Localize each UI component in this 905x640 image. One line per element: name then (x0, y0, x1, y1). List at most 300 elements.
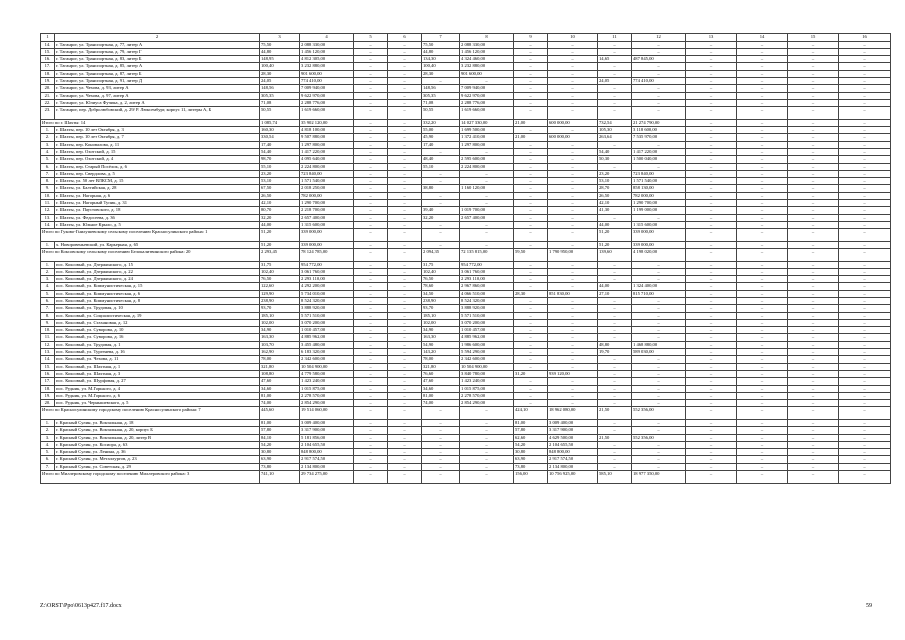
value-cell: – (388, 434, 422, 441)
value-cell: 54,90 (422, 341, 460, 348)
row-index: 2. (41, 427, 55, 434)
address-cell: г. Таганрог, пер. Добролюбовский, д. 29/ Р. Люксембург, корпус 11, литеры А, Б (55, 107, 260, 120)
value-cell: – (354, 312, 388, 319)
row-index: 21. (41, 92, 55, 99)
value-cell: – (460, 241, 514, 248)
table-row (41, 207, 891, 214)
value-cell: – (788, 419, 839, 426)
value-cell: – (354, 392, 388, 399)
value-cell: 4 095 640,00 (300, 156, 354, 163)
value-cell: – (354, 276, 388, 283)
value-cell: – (686, 305, 737, 312)
value-cell: – (737, 312, 788, 319)
value-cell: 3 455 480,00 (300, 341, 354, 348)
value-cell: – (839, 134, 891, 141)
value-cell: – (354, 400, 388, 407)
value-cell: 954 772,00 (300, 261, 354, 268)
value-cell: 21,00 (514, 134, 548, 141)
value-cell: – (354, 127, 388, 134)
value-cell: 162,90 (260, 349, 300, 356)
value-cell: – (548, 349, 598, 356)
value-cell: – (788, 327, 839, 334)
value-cell: – (788, 241, 839, 248)
column-number-header: 1 (41, 34, 55, 42)
value-cell: – (788, 48, 839, 55)
value-cell: 51,20 (598, 241, 632, 248)
value-cell: – (686, 434, 737, 441)
value-cell: – (388, 241, 422, 248)
value-cell: – (460, 148, 514, 155)
value-cell: – (598, 378, 632, 385)
table-row (41, 70, 891, 77)
value-cell: – (354, 456, 388, 463)
value-cell: 5 181 856,00 (300, 434, 354, 441)
value-cell: – (788, 200, 839, 207)
value-cell: 741,10 (260, 471, 300, 484)
value-cell: – (514, 178, 548, 185)
value-cell: 134,30 (422, 56, 460, 63)
value-cell: – (388, 178, 422, 185)
value-cell: – (388, 327, 422, 334)
value-cell: 19 514 060,00 (300, 407, 354, 420)
row-index: 17. (41, 63, 55, 70)
value-cell: – (737, 249, 788, 262)
value-cell: – (788, 249, 839, 262)
table-row (41, 427, 891, 434)
value-cell: – (737, 156, 788, 163)
value-cell: 71,08 (422, 99, 460, 106)
value-cell: – (388, 229, 422, 242)
value-cell: 21,50 (598, 434, 632, 441)
address-cell: г. Шахты, ул. Южное Крыло, д. 5 (55, 221, 260, 228)
value-cell: – (514, 261, 548, 268)
table-row (41, 419, 891, 426)
value-cell: – (788, 119, 839, 126)
value-cell: – (548, 283, 598, 290)
address-cell: пос. Коксовый, ул. Шахтная, д. 3 (55, 370, 260, 377)
value-cell: – (514, 41, 548, 48)
value-cell: – (686, 127, 737, 134)
value-cell: 1 290 700,00 (300, 200, 354, 207)
value-cell: – (388, 261, 422, 268)
row-index: 1. (41, 419, 55, 426)
value-cell: – (598, 48, 632, 55)
value-cell: – (548, 70, 598, 77)
address-cell: пос. Коксовый, ул. Дзержинского, д. 15 (55, 261, 260, 268)
address-cell: х. Новоровеньевский, ул. Карьерная, д. 65 (55, 241, 260, 248)
value-cell: – (548, 312, 598, 319)
value-cell: – (548, 41, 598, 48)
value-cell: 63,90 (514, 456, 548, 463)
row-index: 10. (41, 327, 55, 334)
value-cell: 3 070 200,00 (460, 319, 514, 326)
value-cell: – (422, 407, 460, 420)
value-cell: 143,20 (422, 349, 460, 356)
value-cell: – (737, 378, 788, 385)
value-cell: – (514, 78, 548, 85)
row-index: 1. (41, 241, 55, 248)
value-cell: – (737, 400, 788, 407)
value-cell: – (788, 400, 839, 407)
value-cell: 4 198 020,00 (632, 249, 686, 262)
value-cell: – (514, 127, 548, 134)
address-cell: пос. Рудник, ул. М.Горького, д. 6 (55, 392, 260, 399)
table-row (41, 312, 891, 319)
value-cell: – (388, 349, 422, 356)
value-cell: 160,30 (260, 127, 300, 134)
value-cell: 45,90 (422, 134, 460, 141)
value-cell: – (737, 85, 788, 92)
value-cell: – (788, 261, 839, 268)
value-cell: – (839, 156, 891, 163)
value-cell: – (548, 378, 598, 385)
table-row (41, 127, 891, 134)
value-cell: – (388, 148, 422, 155)
column-number-header: 3 (260, 34, 300, 42)
value-cell: 1 160 120,00 (460, 185, 514, 192)
value-cell: 28,30 (514, 290, 548, 297)
value-cell: 163,30 (422, 334, 460, 341)
subtotal-row (41, 229, 891, 242)
value-cell: – (686, 268, 737, 275)
value-cell: 19,70 (598, 349, 632, 356)
value-cell: – (422, 449, 460, 456)
value-cell: 2 104 655,50 (300, 441, 354, 448)
value-cell: – (514, 341, 548, 348)
value-cell: 2 134 800,00 (300, 463, 354, 470)
value-cell: – (598, 99, 632, 106)
value-cell: – (788, 276, 839, 283)
value-cell: – (354, 78, 388, 85)
value-cell: – (737, 170, 788, 177)
value-cell: – (686, 178, 737, 185)
value-cell: – (788, 370, 839, 377)
value-cell: – (354, 70, 388, 77)
value-cell: 2 104 655,50 (548, 441, 598, 448)
value-cell: – (686, 378, 737, 385)
column-number-header: 9 (514, 34, 548, 42)
value-cell: – (460, 419, 514, 426)
value-cell: 2 342 600,00 (300, 356, 354, 363)
value-cell: – (839, 298, 891, 305)
value-cell: – (548, 178, 598, 185)
value-cell: – (354, 463, 388, 470)
value-cell: – (388, 392, 422, 399)
document-sheet (40, 33, 890, 484)
value-cell: – (388, 127, 422, 134)
value-cell: 1 619 660,00 (300, 107, 354, 120)
value-cell: 50,55 (422, 107, 460, 120)
value-cell: – (514, 70, 548, 77)
table-row (41, 214, 891, 221)
value-cell: – (788, 78, 839, 85)
value-cell: – (514, 156, 548, 163)
row-index: 4. (41, 441, 55, 448)
value-cell: – (514, 170, 548, 177)
value-cell: – (839, 207, 891, 214)
value-cell: – (737, 119, 788, 126)
value-cell: – (788, 456, 839, 463)
table-row (41, 349, 891, 356)
value-cell: – (839, 178, 891, 185)
value-cell: – (686, 419, 737, 426)
value-cell: 815 710,00 (632, 290, 686, 297)
value-cell: – (460, 78, 514, 85)
value-cell: – (632, 456, 686, 463)
value-cell: – (388, 63, 422, 70)
value-cell: – (788, 92, 839, 99)
table-row (41, 78, 891, 85)
value-cell: – (737, 207, 788, 214)
value-cell: – (686, 241, 737, 248)
row-index: 3. (41, 276, 55, 283)
value-cell: 75,50 (422, 41, 460, 48)
value-cell: – (737, 134, 788, 141)
value-cell: 55,00 (422, 127, 460, 134)
value-cell: 42,10 (598, 200, 632, 207)
value-cell: – (388, 268, 422, 275)
value-cell: – (354, 378, 388, 385)
value-cell: – (686, 392, 737, 399)
value-cell: – (460, 407, 514, 420)
value-cell: – (686, 56, 737, 63)
value-cell: 901 600,00 (460, 70, 514, 77)
value-cell: – (514, 334, 548, 341)
value-cell: 17,40 (422, 141, 460, 148)
table-row (41, 141, 891, 148)
value-cell: – (788, 170, 839, 177)
value-cell: 34,60 (260, 385, 300, 392)
value-cell: – (548, 276, 598, 283)
value-cell: – (737, 341, 788, 348)
value-cell: – (598, 141, 632, 148)
value-cell: – (354, 99, 388, 106)
subtotal-row (41, 249, 891, 262)
value-cell: 3 888 920,00 (460, 305, 514, 312)
value-cell: – (839, 456, 891, 463)
value-cell: – (737, 127, 788, 134)
value-cell: – (354, 185, 388, 192)
value-cell: 78,00 (422, 356, 460, 363)
row-index: 16. (41, 56, 55, 63)
value-cell: – (632, 92, 686, 99)
value-cell: – (686, 319, 737, 326)
value-cell: 4 885 962,00 (300, 334, 354, 341)
value-cell: – (737, 471, 788, 484)
table-row (41, 298, 891, 305)
address-cell: пос. Коксовый, ул. Трудовая, д. 1 (55, 341, 260, 348)
value-cell: 858 130,00 (632, 185, 686, 192)
address-cell: г. Красный Сулин, ул. Вокзальная, д. 20, литер В (55, 434, 260, 441)
table-row (41, 456, 891, 463)
value-cell: – (354, 449, 388, 456)
value-cell: – (737, 298, 788, 305)
address-cell: пос. Коксовый, ул. Дзержинского, д. 24 (55, 276, 260, 283)
value-cell: 848 800,00 (300, 449, 354, 456)
value-cell: – (548, 327, 598, 334)
value-cell: – (686, 148, 737, 155)
value-cell: – (632, 392, 686, 399)
value-cell: – (422, 170, 460, 177)
value-cell: – (598, 312, 632, 319)
value-cell: – (460, 449, 514, 456)
value-cell: – (354, 298, 388, 305)
table-row (41, 378, 891, 385)
value-cell: – (839, 141, 891, 148)
value-cell: 4 779 580,00 (300, 370, 354, 377)
value-cell: – (839, 170, 891, 177)
table-row (41, 327, 891, 334)
value-cell: 3 061 760,00 (300, 268, 354, 275)
value-cell: 2 657 400,00 (300, 214, 354, 221)
value-cell: – (422, 471, 460, 484)
value-cell: 54,40 (260, 148, 300, 155)
address-cell: пос. Коксовый, ул. Суворова, д. 10 (55, 327, 260, 334)
value-cell: – (354, 356, 388, 363)
value-cell: – (686, 192, 737, 199)
value-cell: – (839, 214, 891, 221)
table-row (41, 441, 891, 448)
value-cell: – (839, 471, 891, 484)
value-cell: – (422, 419, 460, 426)
value-cell: 8 524 320,00 (300, 298, 354, 305)
address-cell: г. Шахты, пер. Коновалова, д. 11 (55, 141, 260, 148)
value-cell: 102,40 (260, 268, 300, 275)
table-row (41, 99, 891, 106)
value-cell: – (422, 148, 460, 155)
value-cell: 139,60 (598, 249, 632, 262)
value-cell: – (737, 41, 788, 48)
value-cell: – (514, 312, 548, 319)
value-cell: – (788, 229, 839, 242)
row-index: 4. (41, 148, 55, 155)
value-cell: – (388, 334, 422, 341)
value-cell: 81,00 (260, 419, 300, 426)
value-cell: – (548, 85, 598, 92)
value-cell: 53,10 (598, 178, 632, 185)
value-cell: – (460, 434, 514, 441)
value-cell: – (686, 261, 737, 268)
value-cell: – (632, 141, 686, 148)
value-cell: – (598, 370, 632, 377)
value-cell: 103,70 (260, 341, 300, 348)
value-cell: – (737, 221, 788, 228)
value-cell: – (737, 229, 788, 242)
value-cell: – (737, 407, 788, 420)
value-cell: 42,10 (260, 200, 300, 207)
value-cell: – (388, 441, 422, 448)
value-cell: – (686, 327, 737, 334)
value-cell: 1 010 457,00 (300, 327, 354, 334)
value-cell: 2 278 570,00 (460, 392, 514, 399)
address-cell: пос. Коксовый, ул. Стахановая, д. 12 (55, 319, 260, 326)
value-cell: – (737, 305, 788, 312)
value-cell: – (354, 290, 388, 297)
value-cell: – (839, 99, 891, 106)
value-cell: – (514, 392, 548, 399)
value-cell: – (548, 298, 598, 305)
value-cell: 47,60 (260, 378, 300, 385)
table-row (41, 185, 891, 192)
value-cell: – (839, 319, 891, 326)
value-cell: – (548, 141, 598, 148)
value-cell: – (354, 241, 388, 248)
table-row (41, 178, 891, 185)
value-cell: 44,80 (422, 48, 460, 55)
value-cell: – (422, 221, 460, 228)
value-cell: – (632, 298, 686, 305)
value-cell: 78,00 (260, 356, 300, 363)
address-cell: г. Таганрог, ул. Транспортная, д. 79, литер Г (55, 48, 260, 55)
value-cell: – (839, 192, 891, 199)
value-cell: 18 977 350,00 (632, 471, 686, 484)
value-cell: – (388, 78, 422, 85)
table-row (41, 56, 891, 63)
value-cell: – (686, 449, 737, 456)
value-cell: 2 917 574,50 (548, 456, 598, 463)
value-cell: 2 657 400,00 (460, 214, 514, 221)
value-cell: – (388, 456, 422, 463)
value-cell: – (354, 327, 388, 334)
subtotal-row (41, 471, 891, 484)
value-cell: – (548, 214, 598, 221)
row-index: 6. (41, 456, 55, 463)
table-row (41, 134, 891, 141)
row-index: 16. (41, 370, 55, 377)
value-cell: – (839, 70, 891, 77)
value-cell: – (788, 290, 839, 297)
value-cell: – (737, 392, 788, 399)
value-cell: – (388, 92, 422, 99)
value-cell: – (737, 349, 788, 356)
value-cell: – (460, 221, 514, 228)
row-index: 8. (41, 178, 55, 185)
row-index: 3. (41, 141, 55, 148)
value-cell: – (388, 156, 422, 163)
column-number-header: 16 (839, 34, 891, 42)
value-cell: 41,30 (598, 207, 632, 214)
value-cell: – (839, 63, 891, 70)
value-cell: 50,55 (260, 107, 300, 120)
value-cell: 63,90 (260, 456, 300, 463)
value-cell: – (598, 400, 632, 407)
value-cell: – (686, 298, 737, 305)
value-cell: 954 772,00 (460, 261, 514, 268)
value-cell: – (788, 298, 839, 305)
value-cell: 53,10 (260, 178, 300, 185)
table-row (41, 370, 891, 377)
value-cell: – (514, 200, 548, 207)
value-cell: – (686, 276, 737, 283)
address-cell: пос. Рудник, ул. Чернышевского, д. 5 (55, 400, 260, 407)
value-cell: – (839, 441, 891, 448)
value-cell: – (839, 290, 891, 297)
value-cell: – (788, 356, 839, 363)
address-cell: г. Таганрог, ул. Транспортная, д. 87, литер Б (55, 70, 260, 77)
table-row (41, 319, 891, 326)
value-cell: – (737, 261, 788, 268)
value-cell: – (632, 319, 686, 326)
value-cell: 51,20 (260, 241, 300, 248)
row-index: 20. (41, 400, 55, 407)
value-cell: – (354, 178, 388, 185)
value-cell: – (737, 214, 788, 221)
value-cell: – (548, 207, 598, 214)
value-cell: 782 000,00 (300, 192, 354, 199)
value-cell: – (788, 134, 839, 141)
value-cell: 31,75 (422, 261, 460, 268)
value-cell: 9 622 970,00 (300, 92, 354, 99)
